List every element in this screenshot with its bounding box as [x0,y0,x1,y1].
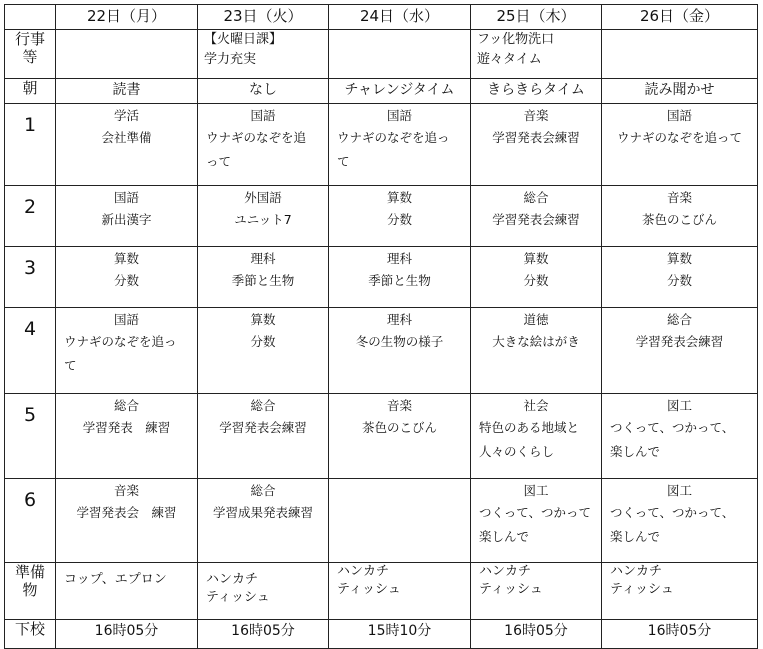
content: 学習成果発表練習 [212,505,313,520]
content: 茶色のこびん [361,420,437,435]
dismissal-time: 16時05分 [198,620,329,649]
prep-item: ハンカチ [610,564,663,579]
content: 茶色のこびん [641,212,717,227]
subject: 算数 [523,251,549,266]
dismissal-time: 16時05分 [56,620,198,649]
period-cell [471,247,602,308]
period-number: 1 [5,104,56,186]
subject: 理科 [386,251,412,266]
morning-cell: チャレンジタイム [329,79,471,104]
period-row [5,104,758,186]
content: 会社準備 [101,130,152,145]
day-header: 23日（火） [198,5,329,30]
content: 学習発表会練習 [492,212,580,227]
prep-item: ハンカチ [337,564,390,579]
content: 学習発表 練習 [82,420,171,435]
dismissal-time: 16時05分 [471,620,602,649]
period-cell [329,104,471,186]
event-text: フッ化物洗口 [477,32,555,47]
event-cell [56,30,198,79]
period-cell [329,394,471,479]
row-label-event [5,30,56,79]
subject: 総合 [113,398,139,413]
morning-cell: きらきらタイム [471,79,602,104]
content: 季節と生物 [231,273,295,288]
subject: 算数 [113,251,139,266]
period-cell [56,394,198,479]
period-cell [471,394,602,479]
row-label-dismissal: 下校 [5,620,56,649]
subject: 算数 [250,312,276,327]
period-cell [602,104,758,186]
prep-item: ティッシュ [337,582,401,597]
content: 季節と生物 [368,273,431,288]
content: て [337,154,350,169]
label-line: 等 [22,48,38,66]
period-cell [56,308,198,394]
subject: 理科 [250,251,276,266]
weekly-schedule-table [4,4,758,649]
content: 学習発表会 練習 [76,505,177,520]
subject: 総合 [523,190,549,205]
morning-cell: 読み聞かせ [602,79,758,104]
prep-cell [471,563,602,620]
subject: 道徳 [523,312,549,327]
row-label-prep [5,563,56,620]
period-cell [329,247,471,308]
subject: 総合 [250,398,276,413]
subject: 理科 [386,312,412,327]
period-cell [471,479,602,563]
prep-cell [602,563,758,620]
content: 新出漢字 [101,212,152,227]
period-row [5,394,758,479]
prep-cell [198,563,329,620]
prep-item: ティッシュ [479,582,543,597]
prep-cell [329,563,471,620]
prep-item: コップ、エプロン [64,572,167,587]
content: つくって、つかって [479,505,592,520]
subject: 国語 [113,312,139,327]
morning-cell: 読書 [56,79,198,104]
subject: 音楽 [386,398,412,413]
day-header: 24日（水） [329,5,471,30]
subject: 国語 [113,190,139,205]
content: 学習発表会練習 [635,334,724,349]
period-row [5,479,758,563]
content: 大きな絵はがき [492,334,580,349]
period-cell [602,394,758,479]
period-number: 3 [5,247,56,308]
subject: 図工 [666,398,692,413]
content: 分数 [250,334,276,349]
event-text: 遊々タイム [477,52,542,67]
dismissal-time: 15時10分 [329,620,471,649]
event-text: 【火曜日課】 [204,32,283,47]
content: つくって、つかって、 [610,505,735,520]
content: 分数 [666,273,692,288]
content: 楽しんで [610,444,661,459]
subject: 図工 [523,483,549,498]
event-row [5,30,758,79]
period-cell [471,104,602,186]
period-cell [198,394,329,479]
event-cell [471,30,602,79]
content: 分数 [386,212,412,227]
period-cell [329,186,471,247]
period-cell [56,104,198,186]
header-row [5,5,758,30]
content: 楽しんで [610,529,661,544]
morning-row [5,79,758,104]
subject: 国語 [386,108,412,123]
period-cell [56,479,198,563]
subject: 図工 [666,483,692,498]
label-line: 行事 [14,30,45,48]
content: つくって、つかって、 [610,420,735,435]
content: 分数 [523,273,549,288]
prep-item: ハンカチ [206,572,259,587]
period-row [5,186,758,247]
period-number: 6 [5,479,56,563]
period-number: 5 [5,394,56,479]
period-cell [56,247,198,308]
period-cell [471,186,602,247]
content: 人々のくらし [479,444,555,459]
content: 冬の生物の様子 [355,334,444,349]
content: 分数 [113,273,139,288]
day-header: 25日（木） [471,5,602,30]
corner-cell [5,5,56,30]
subject: 音楽 [113,483,139,498]
event-cell [198,30,329,79]
period-cell [198,308,329,394]
prep-item: ハンカチ [479,564,532,579]
content: ウナギのなぞを追 [206,130,307,145]
dismissal-row [5,620,758,649]
period-cell [329,479,471,563]
subject: 外国語 [244,190,282,205]
period-cell [198,104,329,186]
content: 学習発表会練習 [492,130,580,145]
day-header: 26日（金） [602,5,758,30]
prep-item: ティッシュ [206,590,270,605]
period-cell [602,479,758,563]
subject: 音楽 [666,190,692,205]
subject: 算数 [386,190,412,205]
subject: 社会 [523,398,549,413]
period-cell [198,479,329,563]
period-cell [329,308,471,394]
content: ウナギのなぞを追っ [337,130,450,145]
label-line: 準備 [14,563,45,581]
morning-cell: なし [198,79,329,104]
dismissal-time: 16時05分 [602,620,758,649]
event-text: 学力充実 [204,52,257,67]
event-cell [602,30,758,79]
period-cell [602,308,758,394]
content: って [206,154,232,169]
period-cell [198,186,329,247]
label-line: 物 [22,581,38,599]
subject: 学活 [113,108,139,123]
subject: 国語 [250,108,276,123]
row-label-morning: 朝 [5,79,56,104]
period-cell [602,247,758,308]
period-cell [198,247,329,308]
period-number: 2 [5,186,56,247]
subject: 総合 [250,483,276,498]
event-cell [329,30,471,79]
subject: 国語 [666,108,692,123]
period-row [5,308,758,394]
content: ユニット7 [234,212,292,227]
period-cell [602,186,758,247]
period-row [5,247,758,308]
period-cell [56,186,198,247]
prep-cell [56,563,198,620]
content: 特色のある地域と [479,420,580,435]
content: 学習発表会練習 [219,420,307,435]
subject: 総合 [666,312,692,327]
period-number: 4 [5,308,56,394]
content: ウナギのなぞを追っ [64,334,177,349]
content: て [64,358,77,373]
prep-item: ティッシュ [610,582,674,597]
subject: 音楽 [523,108,549,123]
period-cell [471,308,602,394]
content: 楽しんで [479,529,530,544]
day-header: 22日（月） [56,5,198,30]
subject: 算数 [666,251,692,266]
prep-row [5,563,758,620]
content: ウナギのなぞを追って [616,130,742,145]
